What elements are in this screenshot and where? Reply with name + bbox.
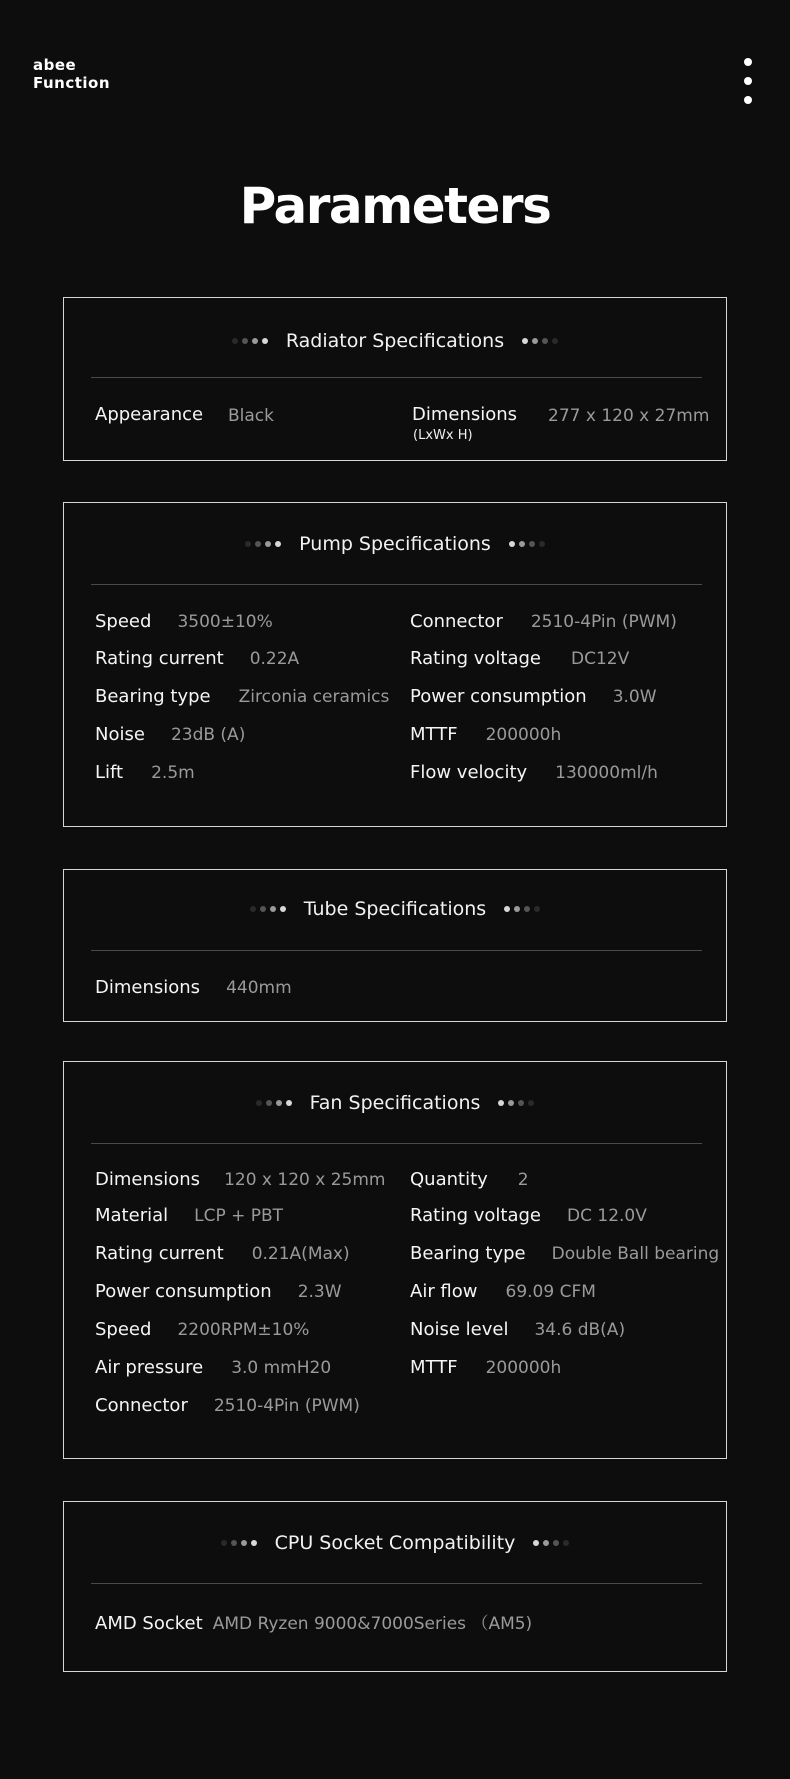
spec-dimensions bbox=[412, 404, 517, 425]
spec-label: Lift bbox=[95, 762, 124, 783]
cpu-socket-card bbox=[63, 1501, 727, 1672]
divider bbox=[91, 584, 702, 585]
spec-label: Dimensions bbox=[95, 1169, 201, 1190]
spec-row bbox=[95, 611, 273, 632]
spec-label: Speed bbox=[95, 1319, 152, 1340]
spec-value: 2510-4Pin (PWM) bbox=[213, 1396, 360, 1416]
radiator-specs-card bbox=[63, 297, 727, 461]
dots-left-icon bbox=[256, 1100, 292, 1106]
spec-label: Material bbox=[95, 1205, 169, 1226]
card-title: Radiator Specifications bbox=[285, 330, 505, 352]
spec-row bbox=[410, 1281, 596, 1302]
spec-row bbox=[95, 762, 195, 783]
spec-row bbox=[95, 977, 292, 998]
spec-label: Bearing type bbox=[410, 1243, 526, 1264]
spec-value: 34.6 dB(A) bbox=[534, 1320, 626, 1340]
dots-left-icon bbox=[250, 906, 286, 912]
card-header bbox=[64, 1060, 726, 1146]
spec-row bbox=[95, 1243, 350, 1264]
spec-value: Double Ball bearing bbox=[551, 1244, 720, 1264]
spec-row bbox=[95, 686, 389, 707]
spec-value: 0.21A(Max) bbox=[251, 1244, 350, 1264]
spec-row bbox=[410, 1319, 625, 1340]
spec-label: Rating current bbox=[95, 1243, 224, 1264]
spec-row bbox=[95, 1609, 532, 1634]
spec-value: 277 x 120 x 27mm bbox=[548, 406, 710, 426]
spec-label: AMD Socket bbox=[95, 1613, 203, 1634]
dots-right-icon bbox=[533, 1540, 569, 1546]
spec-row bbox=[95, 1169, 385, 1190]
page-title: Parameters bbox=[239, 177, 551, 235]
spec-label: Dimensions bbox=[95, 977, 201, 998]
spec-label: Air flow bbox=[410, 1281, 478, 1302]
spec-value: 2.5m bbox=[151, 763, 195, 783]
spec-row bbox=[95, 1319, 309, 1340]
spec-appearance-value bbox=[228, 406, 274, 426]
spec-value: DC12V bbox=[571, 649, 630, 669]
dimensions-subscript: (LxWx H) bbox=[413, 428, 473, 443]
spec-label: Power consumption bbox=[95, 1281, 272, 1302]
spec-row bbox=[95, 1395, 360, 1416]
dots-right-icon bbox=[509, 541, 545, 547]
dots-right-icon bbox=[522, 338, 558, 344]
divider bbox=[91, 1143, 702, 1144]
dots-right-icon bbox=[504, 906, 540, 912]
dots-left-icon bbox=[221, 1540, 257, 1546]
spec-row bbox=[410, 1357, 561, 1378]
spec-dimensions-value bbox=[548, 406, 709, 426]
spec-row bbox=[410, 611, 677, 632]
spec-value: LCP + PBT bbox=[194, 1206, 284, 1226]
spec-value: 3.0W bbox=[612, 687, 657, 707]
card-header bbox=[64, 501, 726, 587]
spec-value: Black bbox=[228, 406, 274, 426]
spec-label: Flow velocity bbox=[410, 762, 528, 783]
spec-value: AMD Ryzen 9000&7000Series （AM5) bbox=[212, 1614, 533, 1634]
card-header bbox=[64, 1500, 726, 1586]
spec-row bbox=[95, 1205, 283, 1226]
spec-label: Dimensions bbox=[412, 404, 518, 425]
more-menu-icon[interactable] bbox=[741, 58, 755, 104]
card-header bbox=[64, 298, 726, 384]
spec-row bbox=[410, 1243, 719, 1264]
spec-value: 200000h bbox=[485, 1358, 562, 1378]
tube-specs-card bbox=[63, 869, 727, 1022]
brand-logo[interactable] bbox=[33, 56, 110, 92]
spec-row bbox=[410, 1205, 647, 1226]
spec-label: Speed bbox=[95, 611, 152, 632]
spec-label: Noise bbox=[95, 724, 145, 745]
spec-row bbox=[410, 648, 629, 669]
spec-row bbox=[95, 1357, 331, 1378]
spec-value: 3.0 mmH20 bbox=[231, 1358, 332, 1378]
divider bbox=[91, 950, 702, 951]
spec-value: 2510-4Pin (PWM) bbox=[530, 612, 677, 632]
spec-row bbox=[95, 648, 299, 669]
pump-specs-card bbox=[63, 502, 727, 827]
spec-label: Quantity bbox=[410, 1169, 488, 1190]
spec-row bbox=[95, 724, 245, 745]
brand-line-2: Function bbox=[33, 74, 111, 92]
brand-line-1: abee bbox=[33, 56, 77, 74]
spec-label: MTTF bbox=[410, 1357, 458, 1378]
divider bbox=[91, 377, 702, 378]
card-title: Pump Specifications bbox=[299, 533, 491, 555]
spec-value: DC 12.0V bbox=[567, 1206, 647, 1226]
spec-value: 120 x 120 x 25mm bbox=[224, 1170, 386, 1190]
spec-value: 3500±10% bbox=[177, 612, 273, 632]
spec-row bbox=[410, 686, 657, 707]
dots-left-icon bbox=[245, 541, 281, 547]
card-title: Tube Specifications bbox=[303, 898, 487, 920]
spec-value: 130000ml/h bbox=[555, 763, 658, 783]
spec-label: Rating current bbox=[95, 648, 224, 669]
spec-label: Air pressure bbox=[95, 1357, 204, 1378]
card-title: Fan Specifications bbox=[309, 1092, 481, 1114]
spec-label: Rating voltage bbox=[410, 1205, 542, 1226]
spec-label: Connector bbox=[95, 1395, 188, 1416]
divider bbox=[91, 1583, 702, 1584]
card-header bbox=[64, 866, 726, 952]
spec-row bbox=[95, 1281, 342, 1302]
spec-value: 200000h bbox=[485, 725, 562, 745]
spec-label: Noise level bbox=[410, 1319, 509, 1340]
spec-value: Zirconia ceramics bbox=[238, 687, 390, 707]
spec-value: 0.22A bbox=[249, 649, 300, 669]
spec-label: Connector bbox=[410, 611, 503, 632]
spec-value: 69.09 CFM bbox=[505, 1282, 596, 1302]
dots-left-icon bbox=[232, 338, 268, 344]
spec-label: Power consumption bbox=[410, 686, 587, 707]
spec-row bbox=[410, 724, 561, 745]
spec-value: 2 bbox=[517, 1170, 529, 1190]
fan-specs-card bbox=[63, 1061, 727, 1459]
spec-row bbox=[410, 1169, 529, 1190]
spec-value: 23dB (A) bbox=[170, 725, 246, 745]
spec-value: 440mm bbox=[226, 978, 292, 998]
spec-value: 2200RPM±10% bbox=[177, 1320, 310, 1340]
spec-appearance bbox=[95, 404, 203, 425]
spec-label: Rating voltage bbox=[410, 648, 542, 669]
spec-row bbox=[410, 762, 658, 783]
card-title: CPU Socket Compatibility bbox=[274, 1532, 516, 1554]
spec-value: 2.3W bbox=[297, 1282, 342, 1302]
spec-label: Appearance bbox=[95, 404, 204, 425]
spec-label: MTTF bbox=[410, 724, 458, 745]
dots-right-icon bbox=[498, 1100, 534, 1106]
spec-label: Bearing type bbox=[95, 686, 211, 707]
